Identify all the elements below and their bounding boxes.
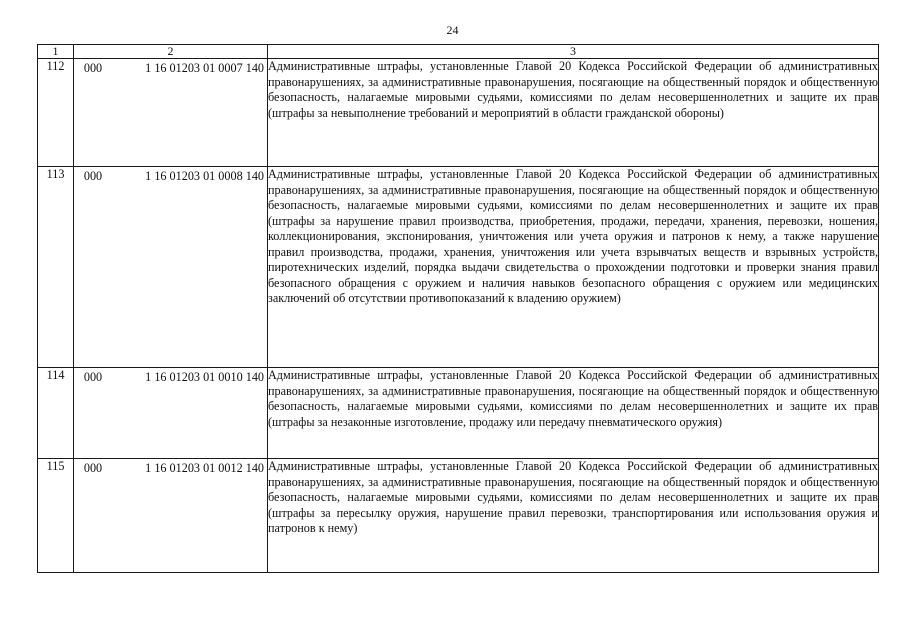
admin-code: 000 [83, 61, 103, 75]
budget-code-table [37, 44, 879, 573]
row-description: Административные штрафы, установленные Главой 20 Кодекса Российской Федерации об административных правонарушениях, за административные правонарушения, посягающие на общественный порядок и общественную безопасность, налагаемые мировыми судьями, комиссиями по делам несовершеннолетних и защите их прав (штрафы за незаконные изготовление, продажу или передачу пневматического оружия) [268, 368, 879, 459]
budget-classification-code: 1 16 01203 01 0012 140 [145, 461, 264, 475]
table-row [38, 59, 879, 167]
table-row [38, 167, 879, 368]
header-col-3: 3 [268, 45, 879, 59]
admin-code: 000 [83, 461, 103, 475]
row-number: 115 [38, 459, 74, 573]
code-cell [74, 459, 268, 573]
table-row [38, 459, 879, 573]
row-number: 114 [38, 368, 74, 459]
budget-classification-code: 1 16 01203 01 0007 140 [145, 61, 264, 75]
row-description: Административные штрафы, установленные Главой 20 Кодекса Российской Федерации об административных правонарушениях, за административные правонарушения, посягающие на общественный порядок и общественную безопасность, налагаемые мировыми судьями, комиссиями по делам несовершеннолетних и защите их прав (штрафы за невыполнение требований и мероприятий в области гражданской обороны) [268, 59, 879, 167]
header-col-2: 2 [74, 45, 268, 59]
row-number: 113 [38, 167, 74, 368]
budget-classification-code: 1 16 01203 01 0008 140 [145, 169, 264, 183]
page-number: 24 [446, 23, 459, 37]
budget-classification-code: 1 16 01203 01 0010 140 [145, 370, 264, 384]
code-cell [74, 368, 268, 459]
table-row [38, 368, 879, 459]
header-col-1: 1 [38, 45, 74, 59]
row-number: 112 [38, 59, 74, 167]
table-header-row [38, 45, 879, 59]
row-description: Административные штрафы, установленные Главой 20 Кодекса Российской Федерации об административных правонарушениях, за административные правонарушения, посягающие на общественный порядок и общественную безопасность, налагаемые мировыми судьями, комиссиями по делам несовершеннолетних и защите их прав (штрафы за нарушение правил производства, приобретения, продажи, передачи, хранения, перевозки, ношения, коллекционирования, экспонирования, уничтожения или учета оружия и патронов к нему, а также нарушение правил производства, продажи, хранения, уничтожения или учета взрывчатых веществ и взрывных устройств, пиротехнических изделий, порядка выдачи свидетельства о прохождении подготовки и проверки знания правил безопасного обращения с оружием и наличия навыков безопасного обращения с оружием или медицинских заключений об отсутствии противопоказаний к владению оружием) [268, 167, 879, 368]
code-cell [74, 167, 268, 368]
admin-code: 000 [83, 370, 103, 384]
admin-code: 000 [83, 169, 103, 183]
row-description: Административные штрафы, установленные Главой 20 Кодекса Российской Федерации об административных правонарушениях, за административные правонарушения, посягающие на общественный порядок и общественную безопасность, налагаемые мировыми судьями, комиссиями по делам несовершеннолетних и защите их прав (штрафы за пересылку оружия, нарушение правил перевозки, транспортирования или использования оружия и патронов к нему) [268, 459, 879, 573]
code-cell [74, 59, 268, 167]
